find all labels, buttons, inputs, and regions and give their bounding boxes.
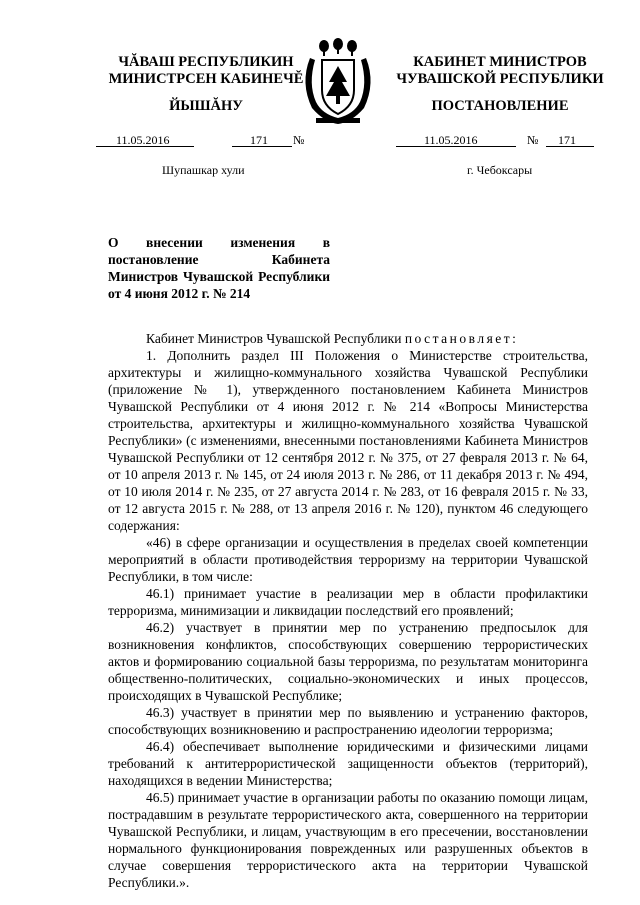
body-paragraph: «46) в сфере организации и осуществления в пределах своей компетенции мероприятий в области противодействия терроризму на территории Чувашской Республики, в том числе: [108, 535, 588, 584]
left-number-sign: № [293, 133, 305, 147]
body-paragraph: 1. Дополнить раздел III Положения о Министерстве строительства, архитектуры и жилищно-коммунального хозяйства Чувашской Республики (приложение № 1), утвержденного постановлением Кабинета Министров Чувашской Республики от 4 июня 2012 г. № 214 «Вопросы Министерства строительства, архитектуры и жилищно-коммунального хозяйства Чувашской Республики» (с изменениями, внесенными постановлениями Кабинета Министров Чувашской Республики от 12 сентября 2012 г. № 375, от 27 февраля 2013 г. № 64, от 10 апреля 2013 г. № 145, от 24 июля 2013 г. № 286, от 11 декабря 2013 г. № 494, от 10 июля 2014 г. № 235, от 27 августа 2014 г. № 283, от 16 февраля 2015 г. № 33, от 12 августа 2015 г. № 288, от 13 апреля 2016 г. № 120), пунктом 46 следующего содержания: [108, 348, 588, 533]
document-subject: О внесении изменения в постановление Кабинета Министров Чувашской Республики от 4 июня 2012 г. № 214 [108, 235, 330, 301]
header-left-line2: МИНИСТРСЕН КАБИНЕЧĔ [108, 71, 304, 87]
intro-text: Кабинет Министров Чувашской Республики [146, 331, 402, 346]
coat-of-arms-emblem [298, 38, 378, 130]
header-right-authority [385, 54, 615, 88]
left-number: 171 [250, 133, 268, 147]
body-paragraph: 46.5) принимает участие в организации работы по оказанию помощи лицам, пострадавшим в результате террористического акта, совершенного на территории Чувашской Республики, и лицам, участвующим в его пресечении, восстановлении нормального функционирования поврежденных или разрушенных объектов в случае совершения террористического акта на территории Чувашской Республики.». [108, 790, 588, 890]
left-date: 11.05.2016 [116, 133, 170, 147]
document-body [108, 330, 588, 891]
place-left: Шупашкар хули [162, 163, 245, 177]
body-paragraph: 46.4) обеспечивает выполнение юридическими и физическими лицами требований к антитеррористической защищенности объектов (территорий), находящихся в ведении Министерства; [108, 739, 588, 788]
right-date-line [396, 133, 596, 149]
intro-verb: постановляет: [404, 331, 519, 346]
place-right: г. Чебоксары [467, 163, 533, 177]
intro-paragraph [108, 330, 588, 347]
right-date: 11.05.2016 [424, 133, 478, 147]
header-left-line1: ЧĂВАШ РЕСПУБЛИКИН [118, 54, 294, 70]
left-date-line [96, 133, 324, 149]
header-left-title: ЙЫШĂНУ [169, 98, 243, 114]
header-right-title: ПОСТАНОВЛЕНИЕ [431, 98, 569, 114]
right-number-sign: № [527, 133, 539, 147]
header-right-line1: КАБИНЕТ МИНИСТРОВ [413, 54, 587, 70]
header-left-authority [92, 54, 320, 88]
body-paragraph: 46.1) принимает участие в реализации мер в области профилактики терроризма, минимизации и ликвидации последствий его проявлений; [108, 586, 588, 618]
right-number: 171 [558, 133, 576, 147]
header-right-line2: ЧУВАШСКОЙ РЕСПУБЛИКИ [396, 71, 604, 87]
body-paragraph: 46.2) участвует в принятии мер по устранению предпосылок для возникновения конфликтов, способствующих совершению террористических актов и формированию социальной базы терроризма, по результатам мониторинга общественно-политических, социально-экономических и иных процессов, происходящих в Чувашской Республике; [108, 620, 588, 703]
body-paragraph: 46.3) участвует в принятии мер по выявлению и устранению факторов, способствующих возникновению и распространению идеологии терроризма; [108, 705, 588, 737]
